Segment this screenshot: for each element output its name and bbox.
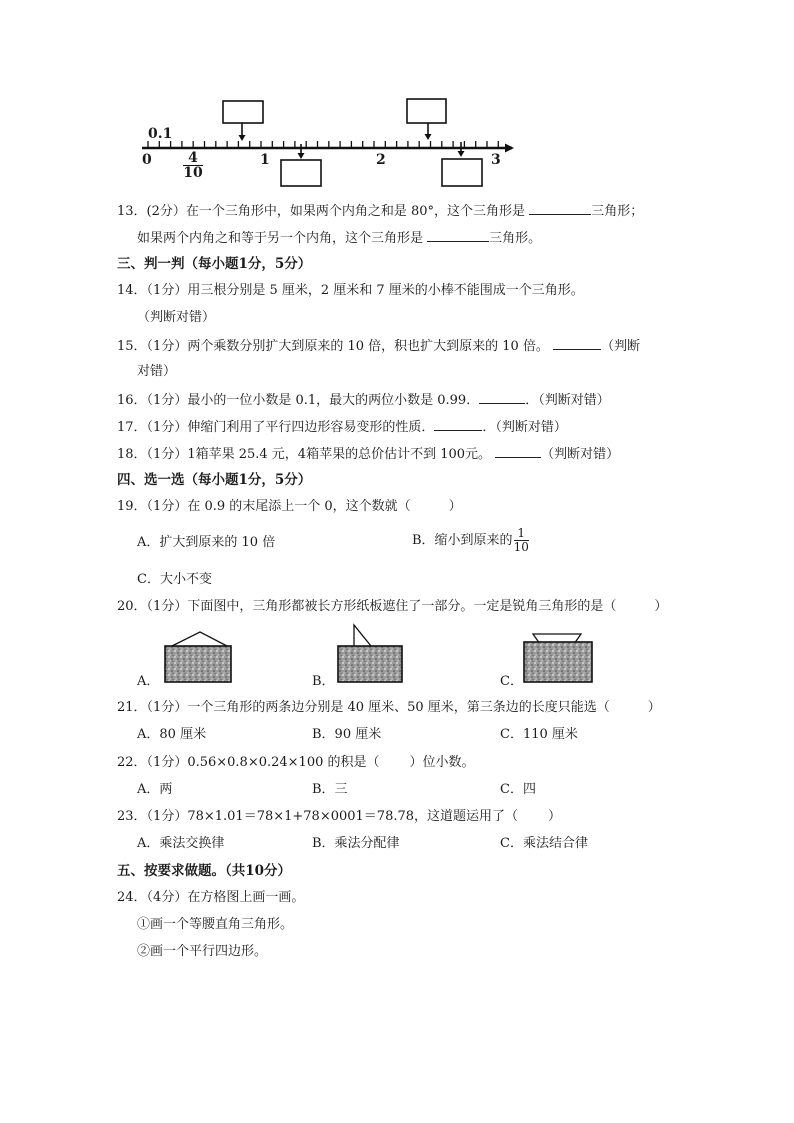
q19-stem-text: 19．（1分）在 0.9 的末尾添上一个 0，这个数就（	[117, 499, 411, 514]
q17-text-b: ．（判断对错）	[482, 420, 567, 435]
q15-text-b: （判断	[601, 339, 641, 354]
q13-text-d: 三角形。	[489, 231, 542, 246]
numberline-fraction-denominator: 10	[183, 165, 203, 181]
q21-stem-close: ）	[647, 700, 661, 715]
numberline-label-three: 3	[491, 152, 501, 168]
q20-option-b[interactable]: B．	[312, 674, 335, 689]
q21-option-a[interactable]: A．80 厘米	[137, 727, 207, 742]
q14-line1: 14．（1分）用三根分别是 5 厘米，2 厘米和 7 厘米的小棒不能围成一个三角形。	[117, 283, 584, 298]
q19-option-a[interactable]: A．扩大到原来的 10 倍	[137, 535, 276, 550]
q19-option-b-fraction	[514, 527, 529, 554]
q14-line2: （判断对错）	[137, 310, 216, 325]
q21-option-b[interactable]: B．90 厘米	[312, 727, 382, 742]
q13-line2	[137, 229, 541, 247]
q15-line1	[117, 337, 640, 355]
numberline-fraction	[183, 151, 203, 180]
numberline-label-one: 1	[260, 152, 270, 168]
q18-blank[interactable]	[495, 445, 541, 458]
q18-text-b: （判断对错）	[541, 447, 620, 462]
numberline-label-top: 0.1	[148, 126, 173, 142]
q22-stem	[117, 755, 475, 771]
q20-stem	[117, 599, 667, 615]
numberline-label-two: 2	[376, 152, 386, 168]
section-5-title: 五、按要求做题。（共10分）	[117, 863, 292, 879]
section-3-title: 三、判一判（每小题1分，5分）	[117, 256, 312, 272]
numberline-fraction-numerator: 4	[183, 151, 203, 166]
q23-option-b[interactable]: B．乘法分配律	[312, 836, 400, 851]
q18	[117, 445, 619, 463]
q16-text-a: 16．（1分）最小的一位小数是 0.1，最大的两位小数是 0.99．	[117, 393, 480, 408]
q19-option-b-text: B．缩小到原来的	[412, 533, 513, 548]
q16	[117, 391, 610, 409]
q22-option-c[interactable]: C．四	[500, 782, 536, 797]
q20-stem-text: 20．（1分）下面图中，三角形都被长方形纸板遮住了一部分。一定是锐角三角形的是（	[117, 599, 617, 614]
figure-c-cardboard	[524, 642, 592, 682]
q20-option-a[interactable]: A．	[137, 674, 160, 689]
q19-option-c[interactable]: C．大小不变	[137, 572, 212, 587]
q22-stem-text: 22．（1分）0.56×0.8×0.24×100 的积是（	[117, 755, 380, 770]
figure-a-triangle-top	[172, 632, 227, 646]
q16-text-b: ．（判断对错）	[525, 393, 610, 408]
q17-text-a: 17．（1分）伸缩门利用了平行四边形容易变形的性质．	[117, 420, 435, 435]
q17-blank[interactable]	[434, 418, 482, 431]
q16-blank[interactable]	[479, 391, 525, 404]
q13-blank-2[interactable]	[427, 229, 489, 242]
q20-stem-close: ）	[654, 599, 668, 614]
q23-option-c[interactable]: C．乘法结合律	[500, 836, 588, 851]
q15-blank[interactable]	[553, 337, 601, 350]
q13-blank-1[interactable]	[529, 202, 591, 215]
q21-stem-text: 21．（1分）一个三角形的两条边分别是 40 厘米、50 厘米，第三条边的长度只能选（	[117, 700, 610, 715]
q19-fraction-denominator: 10	[513, 540, 529, 554]
q22-option-b[interactable]: B．三	[312, 782, 348, 797]
numberline-label-zero: 0	[142, 152, 152, 168]
q24-stem: 24．（4分）在方格图上画一画。	[117, 890, 305, 905]
q20-figures	[150, 620, 610, 690]
q23-option-a[interactable]: A．乘法交换律	[137, 836, 225, 851]
q22-stem-close: ）位小数。	[409, 755, 475, 770]
q13-text-b: 三角形；	[591, 204, 644, 219]
q19-stem	[117, 499, 462, 515]
section-4-title: 四、选一选（每小题1分，5分）	[117, 472, 312, 488]
q13-text-c: 如果两个内角之和等于另一个内角，这个三角形是	[137, 231, 424, 246]
figure-a-cardboard	[165, 646, 231, 682]
q19-option-b[interactable]	[412, 527, 529, 554]
q24-item-2: ②画一个平行四边形。	[137, 944, 268, 959]
q23-stem-close: ）	[548, 809, 562, 824]
q15-line2: 对错）	[137, 364, 177, 379]
q23-stem-text: 23．（1分）78×1.01＝78×1+78×0001＝78.78，这道题运用了（	[117, 809, 519, 824]
q13-text-a: 13．(2分）在一个三角形中，如果两个内角之和是 80°，这个三角形是	[117, 204, 526, 219]
q24-item-1: ①画一个等腰直角三角形。	[137, 917, 294, 932]
q21-option-c[interactable]: C．110 厘米	[500, 727, 578, 742]
q18-text-a: 18．（1分）1箱苹果 25.4 元，4箱苹果的总价估计不到 100元。	[117, 447, 492, 462]
q23-stem	[117, 809, 561, 825]
q19-fraction-numerator: 1	[514, 527, 529, 541]
figure-b-cardboard	[338, 646, 402, 682]
q21-stem	[117, 700, 661, 716]
q20-option-c[interactable]: C．	[500, 674, 523, 689]
q13-line1	[117, 202, 643, 220]
q15-text-a: 15．（1分）两个乘数分别扩大到原来的 10 倍，积也扩大到原来的 10 倍。	[117, 339, 549, 354]
q19-stem-close: ）	[448, 499, 462, 514]
q17	[117, 418, 567, 436]
q22-option-a[interactable]: A．两	[137, 782, 173, 797]
